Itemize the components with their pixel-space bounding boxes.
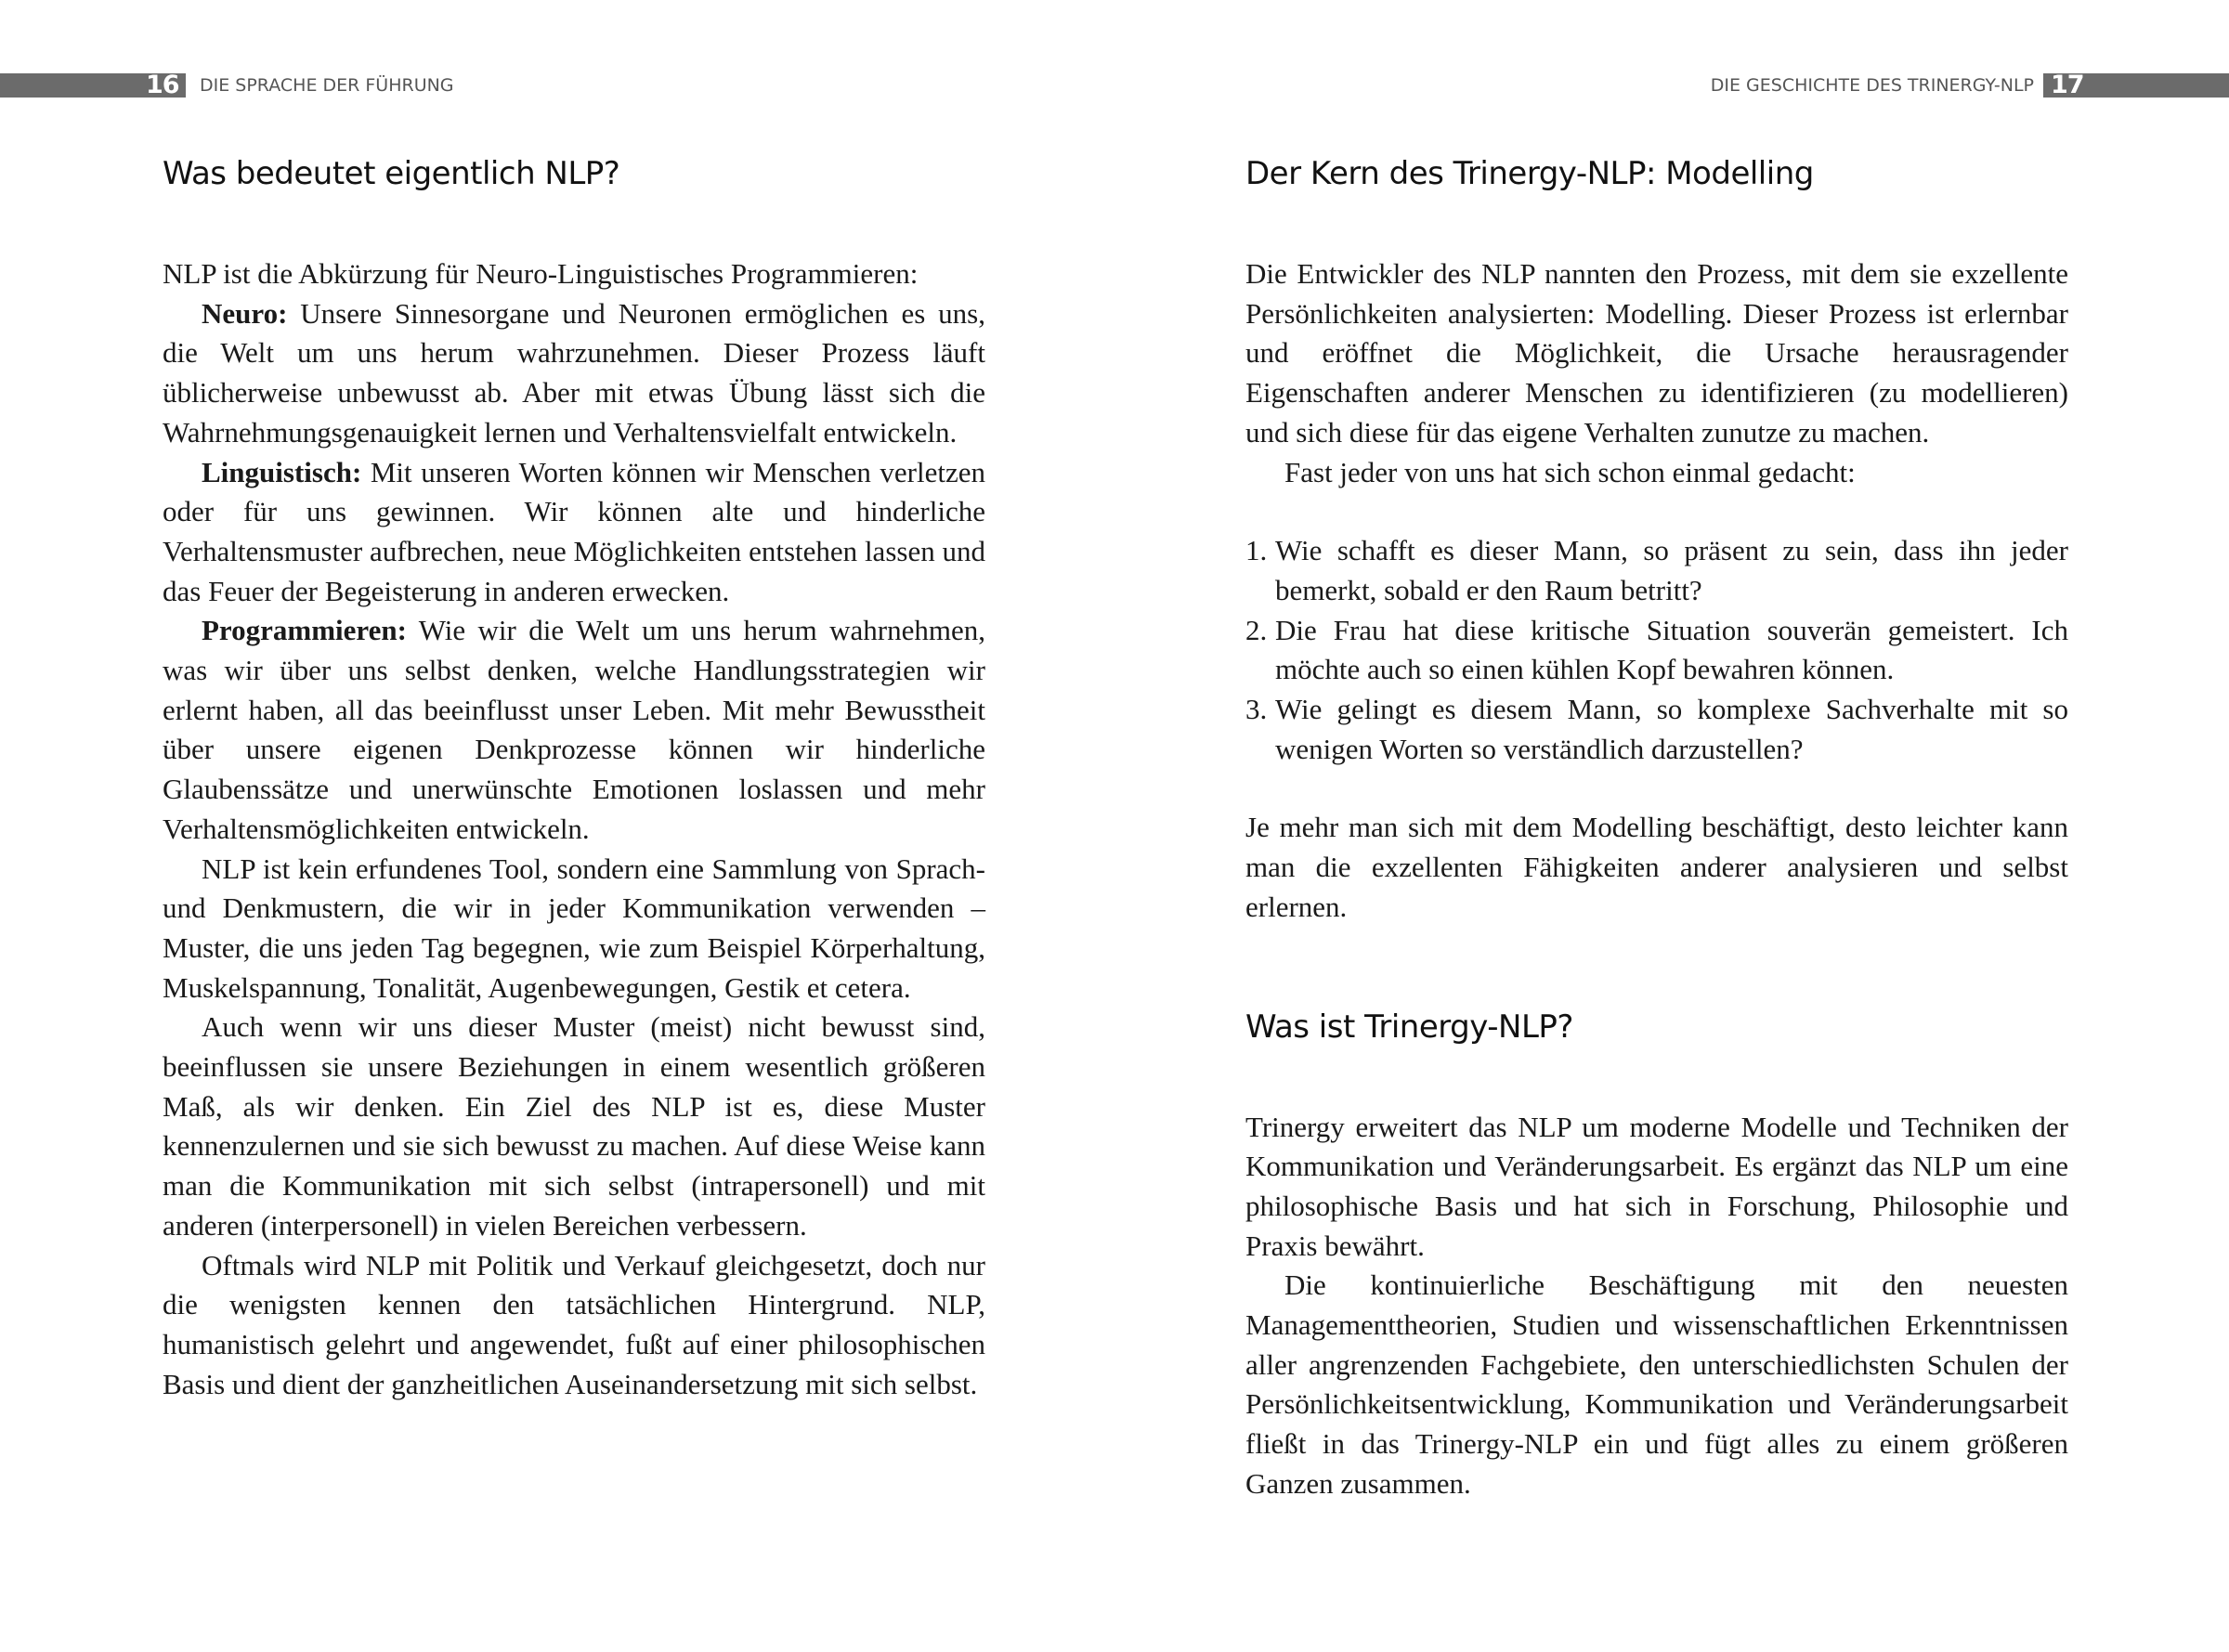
term-label: Programmieren: — [202, 614, 407, 647]
body-paragraph: Oftmals wird NLP mit Politik und Verkauf gleichgesetzt, doch nur die wenigsten kennen den tatsächlichen Hintergrund. NLP, humanistisch gelehrt und angewendet, fußt auf einer philosophischen Basis und dient der ganzheitlichen Auseinandersetzung mit sich selbst. — [163, 1248, 985, 1400]
section-heading-modelling: Der Kern des Trinergy-NLP: Modelling — [1245, 155, 1814, 192]
intro-paragraph: NLP ist die Abkürzung für Neuro-Linguistisches Programmieren: — [163, 257, 919, 290]
numbered-list — [1245, 531, 2068, 769]
right-running-head: DIE GESCHICHTE DES TRINERGY-NLP — [1710, 75, 2034, 96]
list-item — [1245, 611, 2068, 690]
left-page-body — [163, 150, 985, 1404]
body-paragraph: Die kontinuierliche Beschäftigung mit den neuesten Managementtheorien, Studien und wissenschaftlichen Erkenntnissen aller angrenzenden Fachgebiete, den unterschiedlichsten Schulen der Persönlichkeitsentwicklung, Kommunikation und Veränderungsarbeit fließt in das Trinergy-NLP ein und fügt alles zu einem größeren Ganzen zusammen. — [1245, 1268, 2068, 1500]
term-programmieren — [163, 611, 985, 849]
body-paragraph: Je mehr man sich mit dem Modelling beschäftigt, desto leichter kann man die exzellenten Fähigkeiten anderer analysieren und selbst erlernen. — [1245, 811, 2068, 923]
left-page-number: 16 — [146, 71, 179, 99]
body-paragraph: Auch wenn wir uns dieser Muster (meist) nicht bewusst sind, beeinflussen sie unsere Beziehungen in einem wesentlich größeren Maß, als wir denken. Ein Ziel des NLP ist es, diese Muster kennenzulernen und sie sich bewusst zu machen. Auf diese Weise kann man die Kommunikation mit sich selbst (intrapersonell) und mit anderen (interpersonell) in vielen Bereichen verbessern. — [163, 1010, 985, 1242]
term-neuro — [163, 294, 985, 453]
list-item — [1245, 531, 2068, 610]
section-heading-nlp: Was bedeutet eigentlich NLP? — [163, 155, 620, 192]
body-paragraph: NLP ist kein erfundenes Tool, sondern eine Sammlung von Sprach- und Denkmustern, die wir in jeder Kommunikation verwenden – Muster, die uns jeden Tag begegnen, wie zum Beispiel Körperhaltung, Muskelspannung, Tonalität, Augenbewegungen, Gestik et cetera. — [163, 852, 985, 1004]
term-text: Wie wir die Welt um uns herum wahrnehmen, was wir über uns selbst denken, welche Handlungsstrategien wir erlernt haben, all das beeinflusst unser Leben. Mit mehr Bewusstheit über unsere eigenen Denkprozesse können wir hinderliche Glaubenssätze und unerwünschte Emotionen loslassen und mehr Verhaltensmöglichkeiten entwickeln. — [163, 614, 985, 845]
list-item — [1245, 690, 2068, 769]
body-paragraph: Die Entwickler des NLP nannten den Prozess, mit dem sie exzellente Persönlichkeiten analysierten: Modelling. Dieser Prozess ist erlernbar und eröffnet die Möglichkeit, die Ursache herausragender Eigenschaften anderer Menschen zu identifizieren (zu modellieren) und sich diese für das eigene Verhalten zunutze zu machen. — [1245, 257, 2068, 449]
body-paragraph: Fast jeder von uns hat sich schon einmal gedacht: — [1284, 455, 1856, 488]
term-text: Unsere Sinnesorgane und Neuronen ermöglichen es uns, die Welt um uns herum wahrzunehmen. Dieser Prozess läuft üblicherweise unbewusst ab. Aber mit etwas Übung lässt sich die Wahrnehmungsgenauigkeit lernen und Verhaltensvielfalt entwickeln. — [163, 296, 985, 449]
term-label: Linguistisch: — [202, 455, 362, 488]
right-page-number: 17 — [2051, 71, 2084, 99]
list-text: Wie schafft es dieser Mann, so präsent zu sein, dass ihn jeder bemerkt, sobald er den Raum betritt? — [1275, 534, 2068, 606]
term-linguistisch — [163, 453, 985, 612]
list-text: Die Frau hat diese kritische Situation souverän gemeistert. Ich möchte auch so einen kühlen Kopf bewahren können. — [1275, 613, 2068, 686]
body-paragraph: Trinergy erweitert das NLP um moderne Modelle und Techniken der Kommunikation und Veränderungsarbeit. Es ergänzt das NLP um eine philosophische Basis und hat sich in Forschung, Philosophie und Praxis bewährt. — [1245, 1110, 2068, 1262]
list-number: 3. — [1245, 693, 1268, 726]
list-number: 1. — [1245, 534, 1268, 567]
term-text: Mit unseren Worten können wir Menschen verletzen oder für uns gewinnen. Wir können alte und hinderliche Verhaltensmuster aufbrechen, neue Möglichkeiten entstehen lassen und das Feuer der Begeisterung in anderen erwecken. — [163, 455, 985, 607]
left-running-head: DIE SPRACHE DER FÜHRUNG — [200, 75, 454, 96]
term-label: Neuro: — [202, 296, 288, 330]
right-page-body — [1245, 150, 2068, 1504]
list-text: Wie gelingt es diesem Mann, so komplexe Sachverhalte mit so wenigen Worten so verständlich darzustellen? — [1275, 693, 2068, 765]
list-number: 2. — [1245, 613, 1268, 646]
section-heading-trinergy: Was ist Trinergy-NLP? — [1245, 1008, 1573, 1046]
